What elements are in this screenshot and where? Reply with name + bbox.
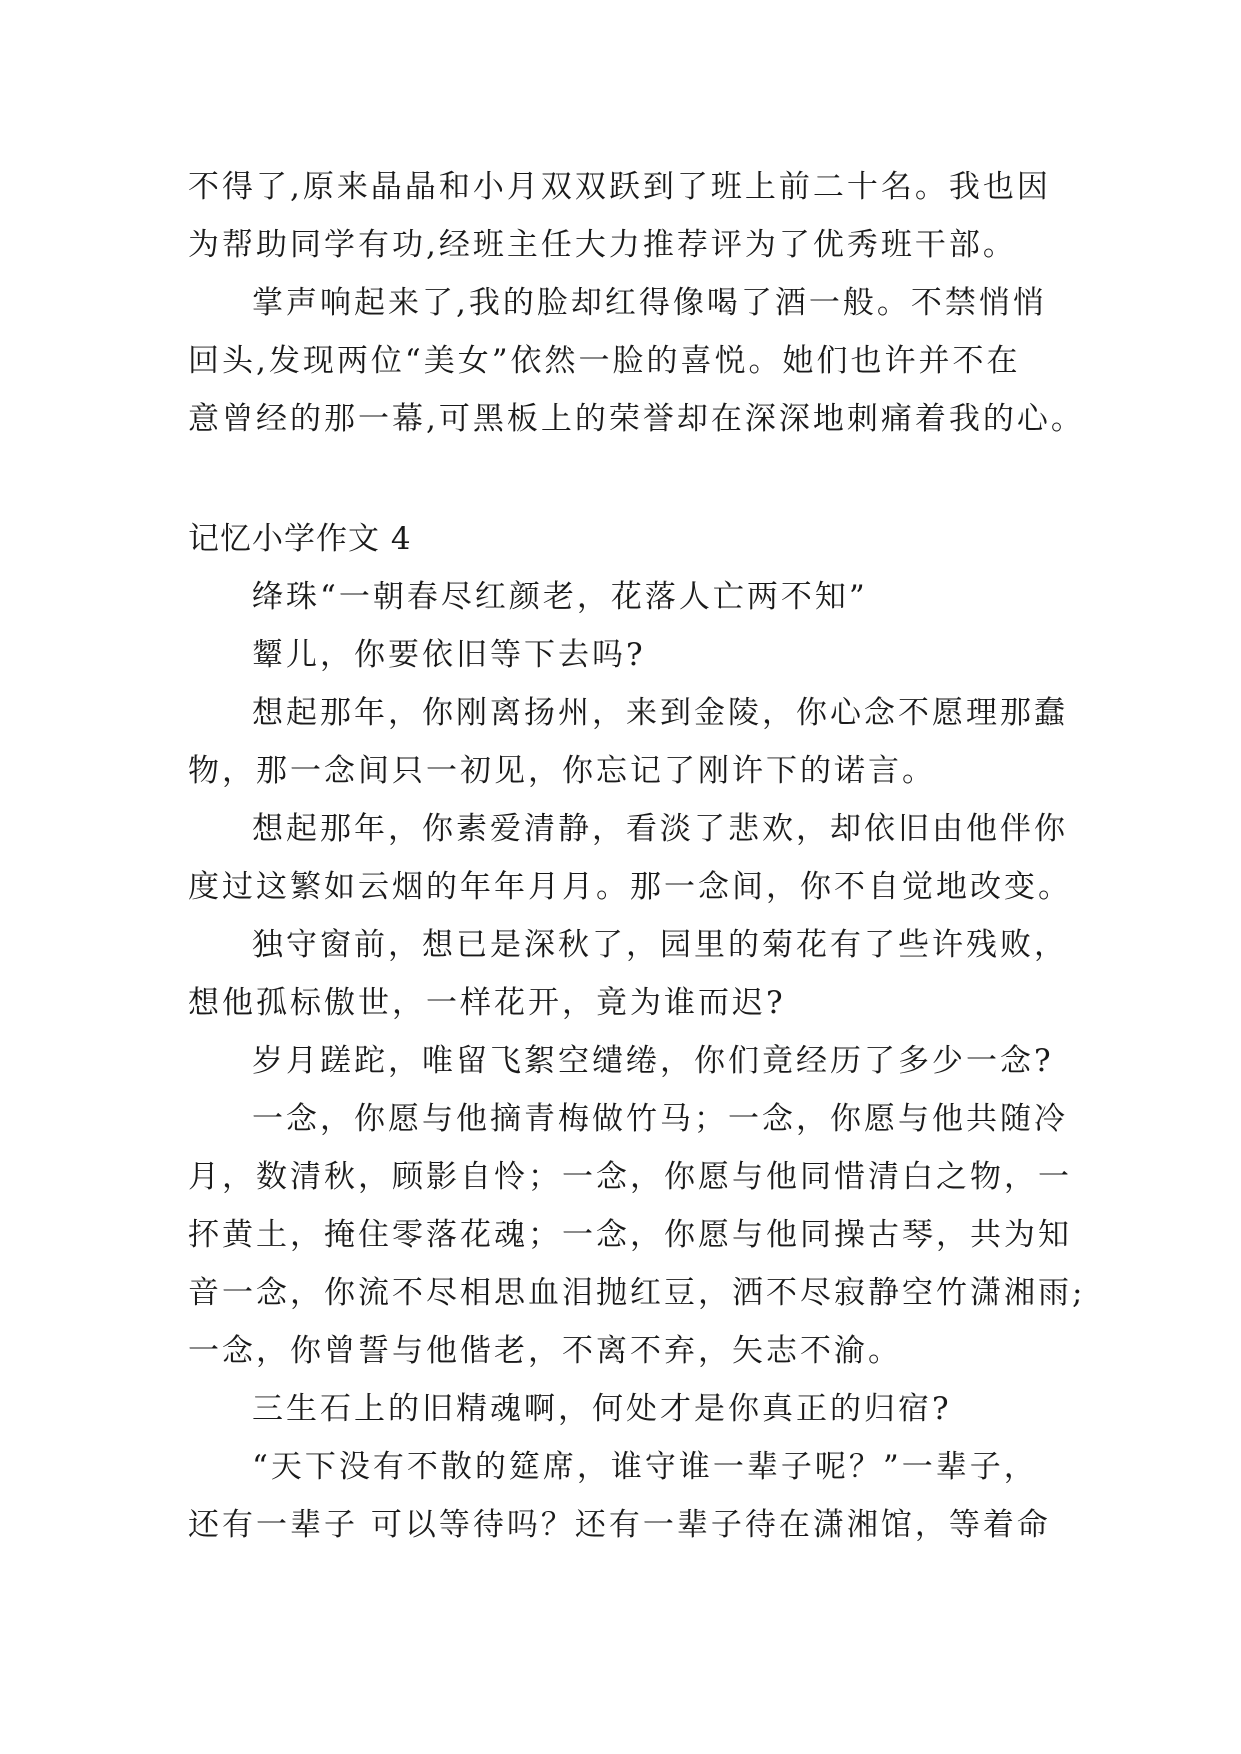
text-line: “天下没有不散的筵席，谁守谁一辈子呢？”一辈子，	[252, 1449, 1038, 1485]
text-line: 想起那年，你素爱清静，看淡了悲欢，却依旧由他伴你	[252, 811, 1068, 847]
text-line: 度过这繁如云烟的年年月月。那一念间，你不自觉地改变。	[188, 869, 1072, 905]
text-line: 一念，你愿与他摘青梅做竹马；一念，你愿与他共随冷	[252, 1101, 1068, 1137]
text-line: 为帮助同学有功,经班主任大力推荐评为了优秀班干部。	[188, 227, 1017, 263]
text-line: 月，数清秋，顾影自怜；一念，你愿与他同惜清白之物，一	[188, 1159, 1072, 1195]
text-line: 独守窗前，想已是深秋了，园里的菊花有了些许残败，	[252, 927, 1068, 963]
text-line: 物，那一念间只一初见，你忘记了刚许下的诺言。	[188, 753, 936, 789]
text-line: 掌声响起来了,我的脸却红得像喝了酒一般。不禁悄悄	[252, 285, 1047, 321]
text-line: 回头,发现两位“美女”依然一脸的喜悦。她们也许并不在	[188, 343, 1021, 379]
text-line: 岁月蹉跎，唯留飞絮空缱绻，你们竟经历了多少一念?	[252, 1043, 1054, 1079]
text-line: 抔黄土，掩住零落花魂；一念，你愿与他同操古琴，共为知	[188, 1217, 1072, 1253]
continuation-paragraphs	[188, 158, 1085, 448]
essay-section	[188, 510, 1086, 1554]
text-line: 颦儿，你要依旧等下去吗?	[252, 637, 646, 673]
text-line: 一念，你曾誓与他偕老，不离不弃，矢志不渝。	[188, 1333, 902, 1369]
text-line: 三生石上的旧精魂啊，何处才是你真正的归宿?	[252, 1391, 952, 1427]
text-line: 想他孤标傲世，一样花开，竟为谁而迟?	[188, 985, 786, 1021]
text-line: 不得了,原来晶晶和小月双双跃到了班上前二十名。我也因	[188, 169, 1051, 205]
text-line: 意曾经的那一幕,可黑板上的荣誉却在深深地刺痛着我的心。	[188, 401, 1085, 437]
text-line: 音一念，你流不尽相思血泪抛红豆，洒不尽寂静空竹潇湘雨;	[188, 1275, 1086, 1311]
text-line: 还有一辈子 可以等待吗？还有一辈子待在潇湘馆，等着命	[188, 1507, 1051, 1543]
text-line: 想起那年，你刚离扬州，来到金陵，你心念不愿理那蠢	[252, 695, 1068, 731]
text-line: 绛珠“一朝春尽红颜老，花落人亡两不知”	[252, 579, 868, 615]
essay-title: 记忆小学作文 4	[188, 521, 412, 557]
